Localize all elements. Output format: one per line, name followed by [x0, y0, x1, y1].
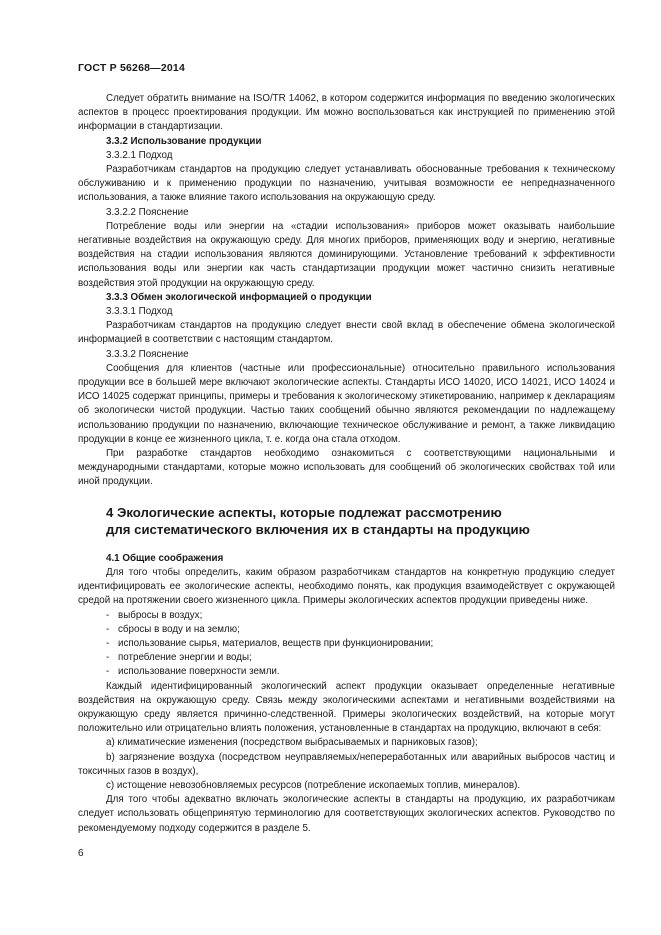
paragraph: Разработчикам стандартов на продукцию следует устанавливать обоснованные требования к техническому обслуживанию и к применению продукции по назначению, учитывая возможности ее непредназначенного использования, а также влияние такого использования на окружающую среду. [78, 164, 615, 204]
subsection-heading-3-3-2-2: 3.3.2.2 Пояснение [106, 206, 189, 218]
paragraph: Для того чтобы адекватно включать экологические аспекты в стандарты на продукцию, их разработчикам следует использовать общепринятую терминологию для соответствующих экологических аспектов. Руководство по рекомендуемому подходу содержится в разделе 5. [78, 794, 615, 834]
section-heading-3-3-2: 3.3.2 Использование продукции [106, 135, 262, 147]
document-body [78, 92, 615, 836]
paragraph: Сообщения для клиентов (частные или профессиональные) относительно правильного использования продукции все в большей мере включают экологические аспекты. Стандарты ИСО 14020, ИСО 14021, ИСО 14024 и ИСО 14025 содержат принципы, примеры и требования к экологическому этикетированию, например к декларациям об экологически чистой продукции. Частью таких сообщений обычно являются рекомендации по надлежащему использованию продукции по назначению, включающие техническое обслуживание и ремонт, а также ликвидацию продукции в конце ее жизненного цикла, т. е. когда она стала отходом. [78, 362, 615, 445]
section-heading-3-3-3: 3.3.3 Обмен экологической информацией о продукции [106, 291, 372, 303]
list-item: с) истощение невозобновляемых ресурсов (потребление ископаемых топлив, минералов). [106, 779, 521, 791]
list-item: - выбросы в воздух; [106, 609, 203, 621]
subsection-heading-3-3-2-1: 3.3.2.1 Подход [106, 149, 173, 161]
chapter-heading-4-line-2: для систематического включения их в стандарты на продукцию [106, 521, 530, 537]
list-item: - потребление энергии и воды; [106, 652, 252, 664]
bullet-list [78, 609, 615, 680]
paragraph: Для того чтобы определить, каким образом разработчикам стандартов на конкретную продукцию следует идентифицировать ее экологические аспекты, необходимо понять, как продукция взаимодействует с окружающей средой на протяжении своего жизненного цикла. Примеры экологических аспектов продукции приведены ниже. [78, 566, 615, 607]
list-item: - использование сырья, материалов, веществ при функционировании; [106, 637, 434, 649]
list-item: а) климатические изменения (посредством выбрасываемых и парниковых газов); [106, 737, 478, 749]
chapter-heading-4-line-1: 4 Экологические аспекты, которые подлежат рассмотрению [106, 504, 502, 520]
subsection-heading-3-3-3-1: 3.3.3.1 Подход [106, 306, 173, 318]
document-id-header: ГОСТ Р 56268—2014 [78, 62, 186, 74]
paragraph: Каждый идентифицированный экологический аспект продукции оказывает определенные негативные воздействия на окружающую среду. Связь между экологическими аспектами и негативными воздействиями на окружающую среду является причинно-следственной. Примеры экологических воздействий, на которые могут положительно или отрицательно влиять положения, установленные в стандартах на продукцию, включают в себя: [78, 680, 615, 735]
list-item: - сбросы в воду и на землю; [106, 623, 240, 635]
paragraph: При разработке стандартов необходимо ознакомиться с соответствующими национальными и международными стандартами, которые можно использовать для сообщений об экологических свойствах той или иной продукции. [78, 448, 615, 488]
paragraph: Следует обратить внимание на ISO/TR 14062, в котором содержится информация по введению экологических аспектов в процесс проектирования продукции. Им можно воспользоваться как инструкцией по применению этой информации в стандартизации. [78, 93, 615, 133]
enumerated-list [78, 736, 615, 793]
subsection-heading-3-3-3-2: 3.3.3.2 Пояснение [106, 348, 189, 360]
paragraph: Потребление воды или энергии на «стадии использования» приборов может оказывать наибольшие негативные воздействия на окружающую среду. Для многих приборов, применяющих воду и энергию, негативные воздействия на стадии использования являются доминирующими. Установление требований к эффективности использования воды или энергии как часть стандартизации продукции может частично снизить негативные воздействия этой продукции на окружающую среду. [78, 220, 615, 289]
paragraph: Разработчикам стандартов на продукцию следует внести свой вклад в обеспечение обмена экологической информацией в соответствии с настоящим стандартом. [78, 320, 615, 346]
section-heading-4-1: 4.1 Общие соображения [106, 552, 224, 564]
list-item: b) загрязнение воздуха (посредством неуправляемых/непереработанных или аварийных выбросов частиц и токсичных газов в воздух), [78, 751, 615, 777]
list-item: - использование поверхности земли. [106, 666, 280, 678]
page-number: 6 [78, 848, 84, 859]
